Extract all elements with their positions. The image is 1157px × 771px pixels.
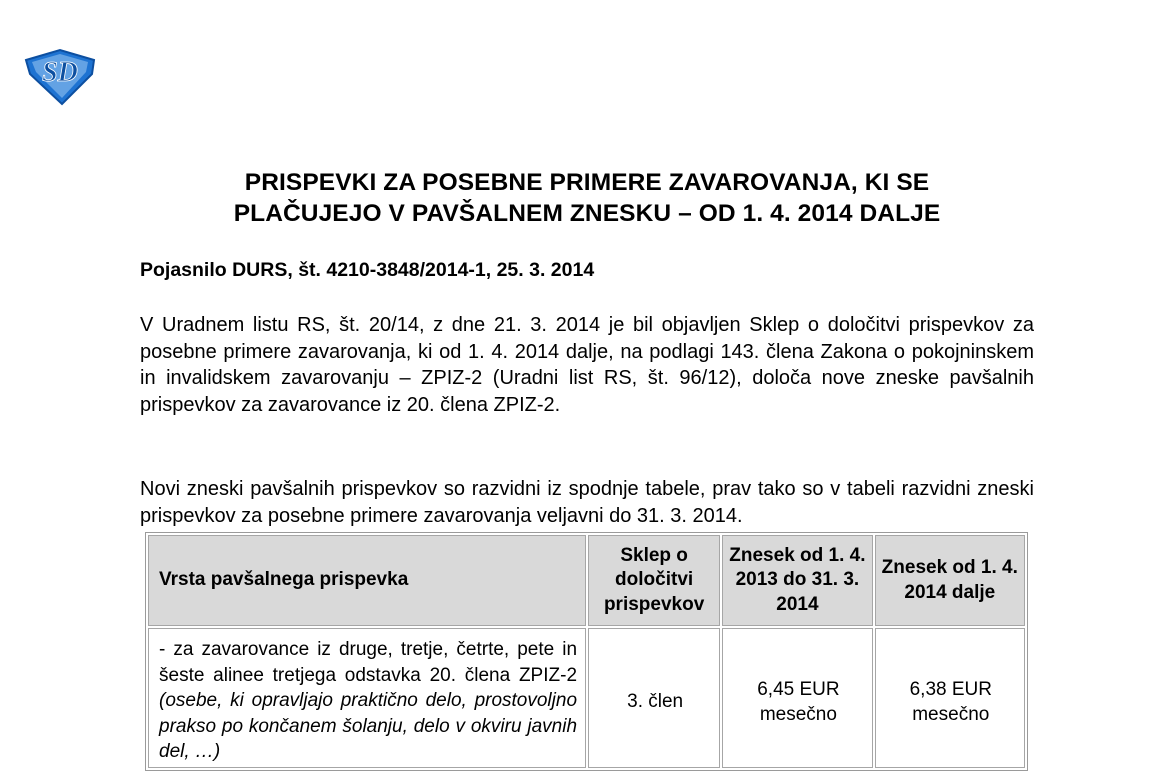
intro-paragraph: V Uradnem listu RS, št. 20/14, z dne 21. 3. 2014 je bil objavljen Sklep o določitvi prispevkov za posebne primere zavarovanja, ki od 1. 4. 2014 dalje, na podlagi 143. člena Zakona o pokojninskem in invalidskem zavarovanju – ZPIZ-2 (Uradni list RS, št. 96/12), določa nove zneske pavšalnih prispevkov za zavarovance iz 20. člena ZPIZ-2. bbox=[140, 314, 1034, 416]
company-logo bbox=[22, 48, 98, 106]
row-amount-new: 6,38 EUR mesečno bbox=[875, 628, 1025, 768]
table-row bbox=[148, 628, 1025, 768]
row-amount-old: 6,45 EUR mesečno bbox=[722, 628, 872, 768]
title-line-2: PLAČUJEJO V PAVŠALNEM ZNESKU – OD 1. 4. 2014 DALJE bbox=[233, 200, 941, 227]
header-decision: Sklep o določitvi prispevkov bbox=[588, 535, 720, 626]
contributions-table bbox=[145, 532, 1028, 771]
document-subtitle: Pojasnilo DURS, št. 4210-3848/2014-1, 25. 3. 2014 bbox=[140, 259, 595, 281]
logo-letters: SD bbox=[42, 57, 78, 88]
table-header-row bbox=[148, 535, 1025, 626]
row-description-text: - za zavarovance iz druge, tretje, četrte, pete in šeste alinee tretjega odstavka 20. člena ZPIZ-2 bbox=[159, 639, 578, 686]
header-amount-old: Znesek od 1. 4. 2013 do 31. 3. 2014 bbox=[722, 535, 872, 626]
document-title bbox=[140, 167, 1034, 229]
row-decision: 3. člen bbox=[588, 628, 720, 768]
table-intro-paragraph: Novi zneski pavšalnih prispevkov so razvidni iz spodnje tabele, prav tako so v tabeli razvidni zneski prispevkov za posebne primere zavarovanja veljavni do 31. 3. 2014. bbox=[140, 478, 1034, 527]
title-line-1: PRISPEVKI ZA POSEBNE PRIMERE ZAVAROVANJA, KI SE bbox=[244, 169, 930, 196]
header-amount-new: Znesek od 1. 4. 2014 dalje bbox=[875, 535, 1025, 626]
header-type: Vrsta pavšalnega prispevka bbox=[148, 535, 586, 626]
row-description-note: (osebe, ki opravljajo praktično delo, prostovoljno prakso po končanem šolanju, delo v okviru javnih del, …) bbox=[159, 690, 578, 762]
row-description bbox=[148, 628, 586, 768]
